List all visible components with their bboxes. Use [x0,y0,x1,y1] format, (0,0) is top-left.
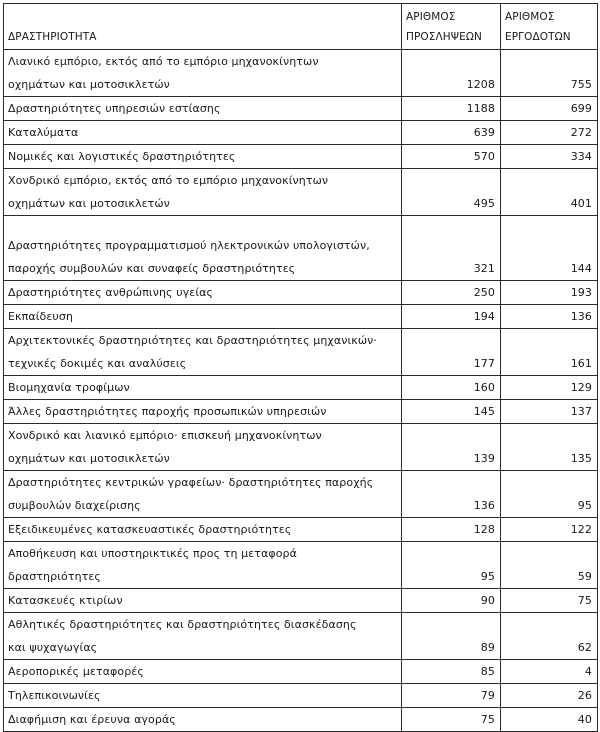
header-activity: ΔΡΑΣΤΗΡΙΟΤΗΤΑ [4,4,402,50]
hirings-cell: 139 [402,424,501,471]
activity-line1: Χονδρικό εμπόριο, εκτός από το εμπόριο μηχανοκίνητων [8,174,329,187]
activity-cell: Νομικές και λογιστικές δραστηριότητες [4,145,402,169]
table-row [4,376,598,400]
activity-cell [4,613,402,660]
employers-cell: 59 [501,542,598,589]
employers-cell: 272 [501,121,598,145]
header-hirings-line2: ΠΡΟΣΛΗΨΕΩΝ [406,31,482,43]
activity-cell: Αεροπορικές μεταφορές [4,660,402,684]
activity-line1: Χονδρικό και λιανικό εμπόριο· επισκευή μηχανοκίνητων [8,429,322,442]
activity-line2: οχημάτων και μοτοσικλετών [8,197,170,210]
table-row [4,400,598,424]
table-row [4,471,598,518]
employers-cell: 137 [501,400,598,424]
hirings-cell: 194 [402,305,501,329]
hirings-cell: 128 [402,518,501,542]
employers-cell: 161 [501,329,598,376]
hirings-cell: 136 [402,471,501,518]
table-row [4,305,598,329]
hirings-cell: 90 [402,589,501,613]
hirings-cell: 1208 [402,50,501,97]
table-row [4,424,598,471]
activity-line2: συμβουλών διαχείρισης [8,499,141,512]
employers-cell: 135 [501,424,598,471]
activity-cell: Κατασκευές κτιρίων [4,589,402,613]
activity-cell: Διαφήμιση και έρευνα αγοράς [4,708,402,732]
table-row [4,50,598,97]
hirings-cell: 570 [402,145,501,169]
table-row [4,542,598,589]
employers-cell: 144 [501,216,598,281]
employers-cell: 122 [501,518,598,542]
header-employers-line2: ΕΡΓΟΔΟΤΩΝ [505,31,571,43]
employers-cell: 755 [501,50,598,97]
activity-cell [4,216,402,281]
activity-cell [4,50,402,97]
hirings-cell: 1188 [402,97,501,121]
activity-cell [4,542,402,589]
activity-line2: τεχνικές δοκιμές και αναλύσεις [8,357,187,370]
activity-line2: παροχής συμβουλών και συναφείς δραστηριότητες [8,262,296,275]
employers-cell: 40 [501,708,598,732]
employers-cell: 334 [501,145,598,169]
hirings-cell: 79 [402,684,501,708]
employers-cell: 75 [501,589,598,613]
table-row [4,518,598,542]
hirings-cell: 89 [402,613,501,660]
activity-line1: Δραστηριότητες κεντρικών γραφείων· δραστηριότητες παροχής [8,476,374,489]
activity-line2: δραστηριότητες [8,570,101,583]
activity-cell: Καταλύματα [4,121,402,145]
hirings-cell: 321 [402,216,501,281]
table-row [4,281,598,305]
employers-cell: 193 [501,281,598,305]
employers-cell: 401 [501,169,598,216]
activity-cell: Άλλες δραστηριότητες παροχής προσωπικών υπηρεσιών [4,400,402,424]
activity-line1: Αρχιτεκτονικές δραστηριότητες και δραστηριότητες μηχανικών· [8,334,378,347]
header-hirings [402,4,501,50]
activity-line2: οχημάτων και μοτοσικλετών [8,452,170,465]
table-row [4,613,598,660]
hirings-cell: 85 [402,660,501,684]
activity-cell [4,329,402,376]
table-row [4,684,598,708]
activity-cell: Εξειδικευμένες κατασκευαστικές δραστηριότητες [4,518,402,542]
activity-cell: Δραστηριότητες ανθρώπινης υγείας [4,281,402,305]
table-row [4,121,598,145]
hirings-cell: 145 [402,400,501,424]
hirings-cell: 250 [402,281,501,305]
employers-cell: 26 [501,684,598,708]
activity-line1: Λιανικό εμπόριο, εκτός από το εμπόριο μηχανοκίνητων [8,55,319,68]
activity-line2: και ψυχαγωγίας [8,641,98,654]
table-row [4,329,598,376]
activity-cell: Δραστηριότητες υπηρεσιών εστίασης [4,97,402,121]
activity-cell [4,424,402,471]
table-row [4,216,598,281]
header-employers [501,4,598,50]
activity-cell: Βιομηχανία τροφίμων [4,376,402,400]
activity-line1: Αποθήκευση και υποστηρικτικές προς τη μεταφορά [8,547,297,560]
hirings-cell: 639 [402,121,501,145]
hirings-cell: 495 [402,169,501,216]
employers-cell: 4 [501,660,598,684]
activity-cell [4,169,402,216]
table-row [4,708,598,732]
table-row [4,97,598,121]
hirings-cell: 160 [402,376,501,400]
header-hirings-line1: ΑΡΙΘΜΟΣ [406,11,456,23]
hirings-cell: 177 [402,329,501,376]
activity-table [3,3,598,732]
activity-line1: Δραστηριότητες προγραμματισμού ηλεκτρονικών υπολογιστών, [8,239,370,252]
table-header-row [4,4,598,50]
employers-cell: 129 [501,376,598,400]
hirings-cell: 75 [402,708,501,732]
employers-cell: 699 [501,97,598,121]
activity-line1: Αθλητικές δραστηριότητες και δραστηριότητες διασκέδασης [8,618,357,631]
table-row [4,169,598,216]
employers-cell: 62 [501,613,598,660]
header-employers-line1: ΑΡΙΘΜΟΣ [505,11,555,23]
employers-cell: 95 [501,471,598,518]
hirings-cell: 95 [402,542,501,589]
table-row [4,660,598,684]
employers-cell: 136 [501,305,598,329]
table-row [4,589,598,613]
activity-cell [4,471,402,518]
activity-cell: Εκπαίδευση [4,305,402,329]
activity-line2: οχημάτων και μοτοσικλετών [8,78,170,91]
table-row [4,145,598,169]
activity-cell: Τηλεπικοινωνίες [4,684,402,708]
